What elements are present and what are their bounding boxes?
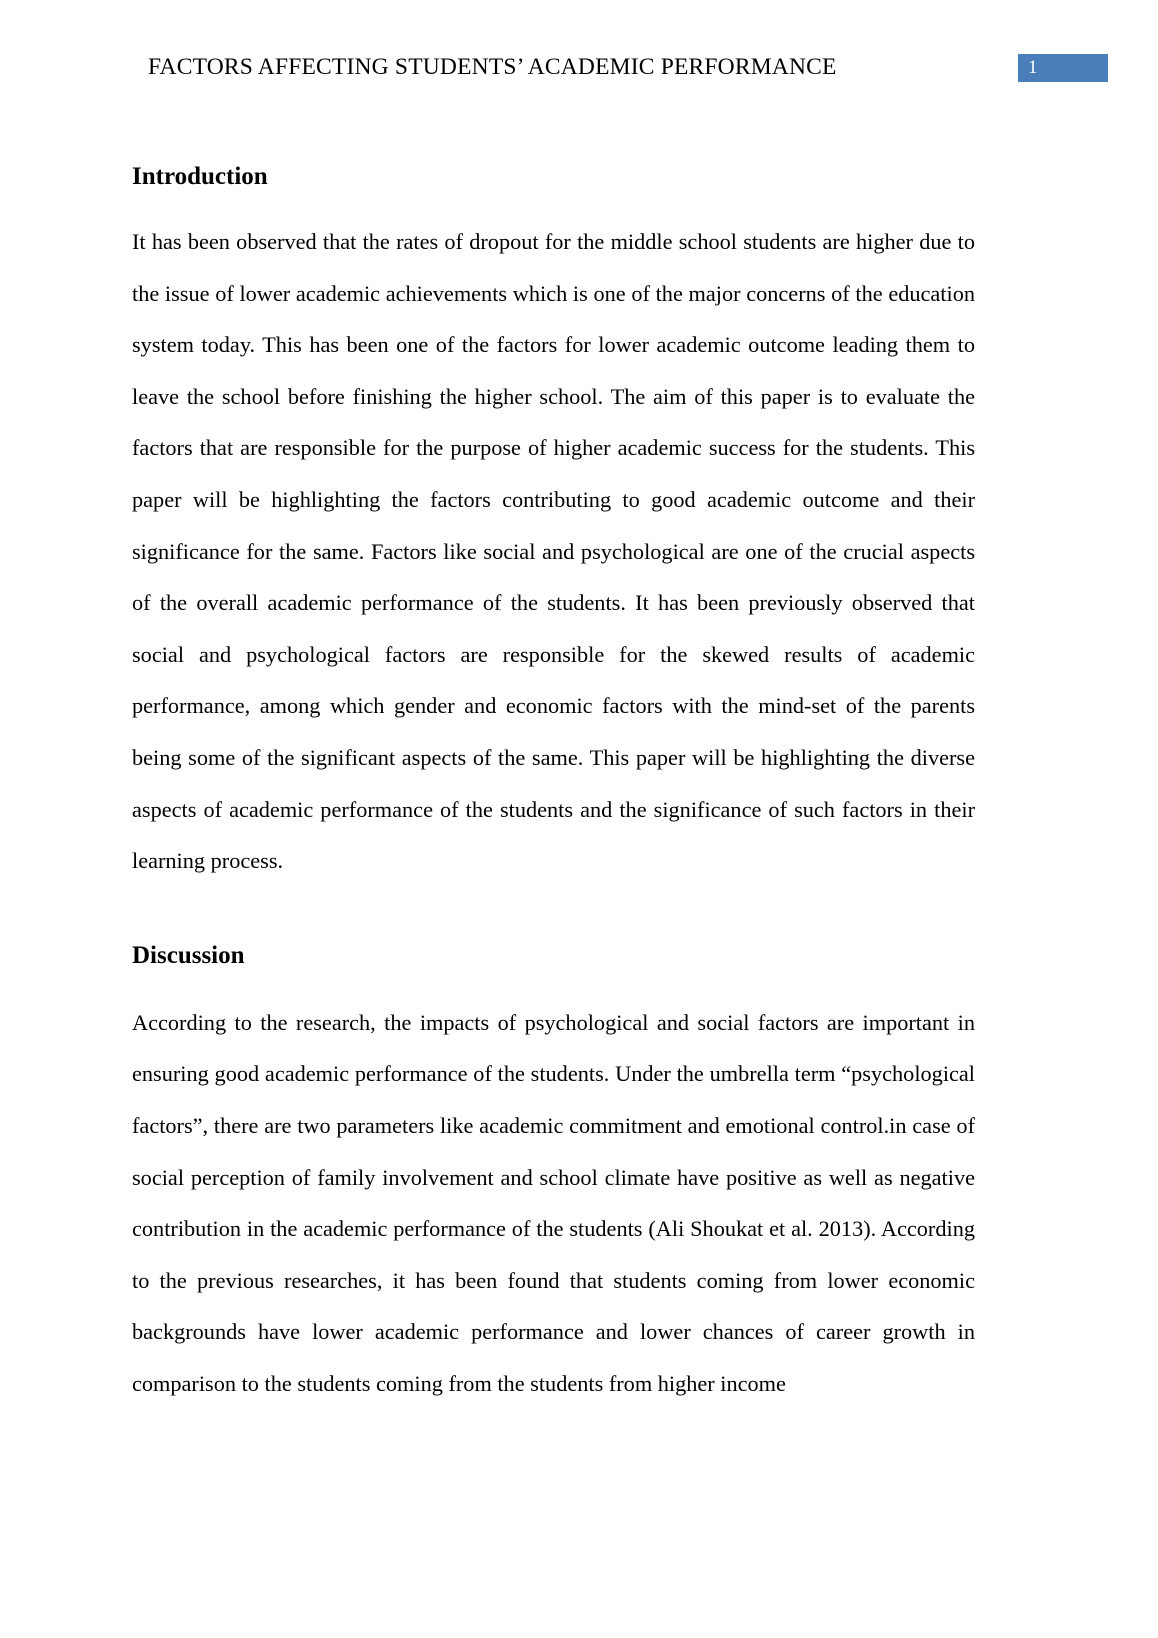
page-number-badge	[1018, 54, 1108, 82]
paragraph-discussion: According to the research, the impacts of psychological and social factors are important in ensuring good academic performance of the students. Under the umbrella term “psychological factors”, there are two parameters like academic commitment and emotional control.in case of social perception of family involvement and school climate have positive as well as negative contribution in the academic performance of the students (Ali Shoukat et al. 2013). According to the previous researches, it has been found that students coming from lower economic backgrounds have lower academic performance and lower chances of career growth in comparison to the students coming from the students from higher income	[132, 1009, 975, 1396]
page-number-text: 1	[1028, 57, 1038, 78]
section-heading-discussion: Discussion	[132, 941, 245, 969]
running-head-title: FACTORS AFFECTING STUDENTS’ ACADEMIC PERFORMANCE	[148, 54, 837, 80]
running-header	[148, 52, 1108, 86]
document-body	[132, 160, 975, 1409]
section-heading-introduction: Introduction	[132, 163, 268, 190]
paragraph-introduction: It has been observed that the rates of dropout for the middle school students are higher due to the issue of lower academic achievements which is one of the major concerns of the education system today. This has been one of the factors for lower academic outcome leading them to leave the school before finishing the higher school. The aim of this paper is to evaluate the factors that are responsible for the purpose of higher academic success for the students. This paper will be highlighting the factors contributing to good academic outcome and their significance for the same. Factors like social and psychological are one of the crucial aspects of the overall academic performance of the students. It has been previously observed that social and psychological factors are responsible for the skewed results of academic performance, among which gender and economic factors with the mind-set of the parents being some of the significant aspects of the same. This paper will be highlighting the diverse aspects of academic performance of the students and the significance of such factors in their learning process.	[132, 229, 975, 874]
